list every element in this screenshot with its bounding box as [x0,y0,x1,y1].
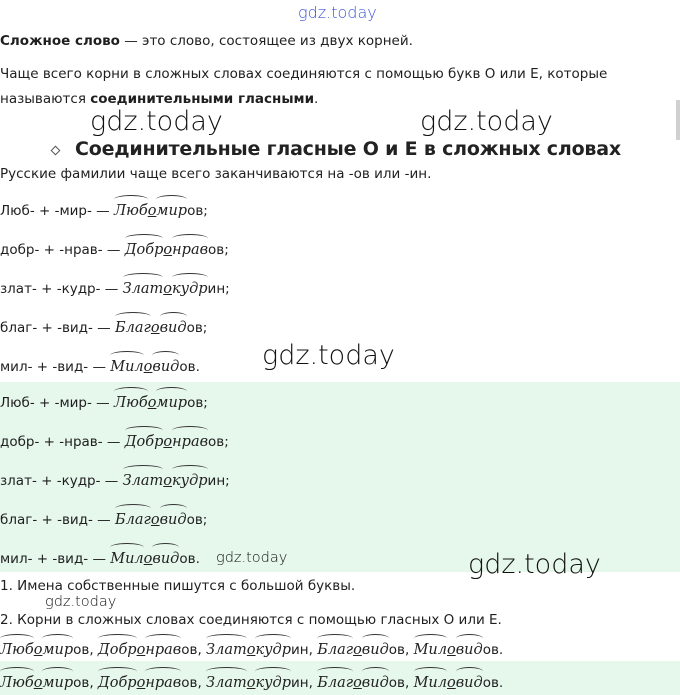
compound-word [114,395,187,411]
watermark-2: gdz.today [420,106,553,137]
compound-word [0,642,73,658]
root-arc-mark [145,667,181,676]
root-arc-mark [115,504,151,513]
root-parts: Люб- + -мир- — [0,395,114,411]
connecting-vowel: о [143,551,153,567]
compound-word [110,551,179,567]
root-1: Мил [414,675,447,691]
definition-text: — это слово, состоящее из двух корней. [119,33,413,49]
root-arc-mark [206,667,247,676]
root-arc-mark [123,465,164,474]
connecting-vowel: о [353,675,362,691]
root-arc-mark [156,195,187,204]
suffix-ending: ов; [208,242,229,258]
connecting-vowel: о [147,395,157,411]
suffix-ending: ов, [73,675,98,691]
definition-term: Сложное слово [0,33,120,49]
formation-row [0,203,208,219]
root-1: Благ [317,675,353,691]
root-parts: Люб- + -мир- — [0,203,114,219]
surnames-note: Русские фамилии чаще всего заканчиваются на -ов или -ин. [0,166,432,182]
root-1: Благ [115,512,151,528]
root-arc-mark [0,667,34,676]
suffix-ending: ов, [388,675,414,691]
compound-word [206,675,291,691]
root-arc-mark [172,465,208,474]
root-2: мир [156,203,187,219]
root-arc-mark [456,634,483,643]
formation-row [0,242,229,258]
formation-row [0,512,207,528]
root-arc-mark [414,634,447,643]
root-2: нрав [172,242,208,258]
root-1: Люб [0,675,34,691]
root-arc-mark [145,634,181,643]
root-arc-mark [152,543,179,552]
compound-word [317,675,389,691]
connecting-vowel: о [33,642,43,658]
root-arc-mark [255,634,291,643]
definition-line [0,33,413,49]
root-1: Мил [414,642,447,658]
root-parts: злат- + -кудр- — [0,473,123,489]
root-1: Люб [114,395,148,411]
formation-row [0,281,230,297]
root-parts: благ- + -вид- — [0,512,115,528]
section-heading: Соединительные гласные О и Е в сложных словах [75,138,621,160]
scrollbar-edge [676,100,680,140]
root-2: нрав [172,434,208,450]
compound-word [125,434,208,450]
connecting-vowel: о [143,359,153,375]
compound-word [123,473,208,489]
root-2: вид [456,675,483,691]
suffix-ending: ов. [179,359,200,375]
root-arc-mark [172,234,208,243]
compound-word [115,320,187,336]
suffix-ending: ов, [73,642,98,658]
root-arc-mark [98,634,137,643]
root-arc-mark [317,634,353,643]
compound-word [414,675,483,691]
root-1: Люб [0,642,34,658]
root-1: Злат [206,642,247,658]
compound-word [206,642,291,658]
connecting-vowel: о [353,642,362,658]
para2-line2 [0,91,318,107]
root-arc-mark [160,312,187,321]
suffix-ending: ов; [186,320,208,336]
root-arc-mark [172,426,208,435]
root-2: вид [160,512,187,528]
root-2: вид [456,642,483,658]
root-1: Благ [115,320,151,336]
root-2: вид [152,551,179,567]
suffix-ending: ин; [207,281,230,297]
root-1: Добр [98,642,137,658]
root-2: нрав [145,675,181,691]
suffix-ending: ин, [291,642,318,658]
root-arc-mark [156,387,187,396]
diamond-bullet-icon [51,146,61,156]
root-arc-mark [0,634,34,643]
root-arc-mark [114,387,148,396]
connecting-vowel: о [33,675,43,691]
compound-word [110,359,179,375]
suffix-ending: ов. [179,551,200,567]
root-arc-mark [317,667,353,676]
formation-row [0,395,208,411]
connecting-vowel: о [163,281,172,297]
root-parts: мил- + -вид- — [0,359,111,375]
root-1: Добр [125,242,164,258]
root-parts: благ- + -вид- — [0,320,115,336]
root-2: вид [152,359,179,375]
connecting-vowel: о [150,512,160,528]
suffix-ending: ов. [482,675,504,691]
root-2: вид [160,320,187,336]
para2-line1: Чаще всего корни в сложных словах соединяются с помощью букв О или Е, которые [0,66,608,82]
root-2: кудр [172,473,208,489]
root-1: Злат [123,473,164,489]
root-arc-mark [125,426,164,435]
suffix-ending: ин; [207,473,230,489]
connecting-vowel: о [136,675,146,691]
compound-word [414,642,483,658]
suffix-ending: ов. [482,642,504,658]
suffix-ending: ов; [187,395,208,411]
root-2: мир [42,642,73,658]
suffix-ending: ов; [187,203,208,219]
root-2: нрав [145,642,181,658]
root-1: Мил [110,551,143,567]
watermark-5: gdz.today [468,549,601,580]
summary-line-1 [0,642,503,658]
compound-word [125,242,208,258]
root-arc-mark [42,634,73,643]
root-parts: добр- + -нрав- — [0,434,125,450]
suffix-ending: ов; [186,512,208,528]
root-arc-mark [98,667,137,676]
connecting-vowel: о [163,242,173,258]
connecting-vowel: о [246,675,256,691]
root-arc-mark [160,504,187,513]
suffix-ending: ин, [291,675,318,691]
connecting-vowel: о [163,434,173,450]
formation-row [0,320,207,336]
watermark-1: gdz.today [90,106,223,137]
suffix-ending: ов, [388,642,414,658]
compound-word [317,642,389,658]
root-arc-mark [206,634,247,643]
root-2: кудр [172,281,208,297]
watermark-3: gdz.today [262,340,395,371]
root-parts: мил- + -вид- — [0,551,111,567]
formation-row [0,434,229,450]
root-arc-mark [172,273,208,282]
root-arc-mark [115,312,151,321]
root-arc-mark [123,273,164,282]
watermark-4: gdz.today [216,550,288,566]
root-arc-mark [255,667,291,676]
para2-end: . [314,91,319,107]
connecting-vowel: о [150,320,160,336]
compound-word [123,281,208,297]
root-arc-mark [110,351,143,360]
root-2: кудр [255,642,291,658]
root-arc-mark [114,195,148,204]
root-1: Благ [317,642,353,658]
connecting-vowel: о [246,642,256,658]
root-1: Добр [98,675,137,691]
compound-word [115,512,187,528]
root-arc-mark [362,634,389,643]
suffix-ending: ов, [181,675,207,691]
root-1: Злат [206,675,247,691]
watermark-6: gdz.today [45,594,117,610]
root-2: мир [42,675,73,691]
compound-word [98,642,181,658]
root-1: Люб [114,203,148,219]
root-parts: злат- + -кудр- — [0,281,123,297]
root-arc-mark [456,667,483,676]
connecting-vowel: о [147,203,157,219]
root-2: вид [362,642,389,658]
formation-row [0,473,230,489]
formation-row [0,359,200,375]
root-parts: добр- + -нрав- — [0,242,125,258]
compound-word [98,675,181,691]
suffix-ending: ов, [181,642,207,658]
connecting-vowel: о [163,473,172,489]
root-2: мир [156,395,187,411]
root-arc-mark [152,351,179,360]
root-arc-mark [42,667,73,676]
root-1: Злат [123,281,164,297]
summary-line-2 [0,675,503,691]
root-2: вид [362,675,389,691]
connecting-vowel: о [136,642,146,658]
root-arc-mark [414,667,447,676]
root-arc-mark [125,234,164,243]
root-arc-mark [110,543,143,552]
para2-bold: соединительными гласными [90,91,315,107]
conclusion-2: 2. Корни в сложных словах соединяются с помощью гласных О или Е. [0,612,502,628]
compound-word [0,675,73,691]
root-2: кудр [255,675,291,691]
formation-row [0,551,200,567]
root-1: Добр [125,434,164,450]
connecting-vowel: о [447,642,456,658]
root-1: Мил [110,359,143,375]
para2-prefix: называются [0,91,91,107]
conclusion-1: 1. Имена собственные пишутся с большой буквы. [0,578,356,594]
suffix-ending: ов; [208,434,229,450]
watermark-top: gdz.today [298,3,377,22]
compound-word [114,203,187,219]
root-arc-mark [362,667,389,676]
connecting-vowel: о [447,675,456,691]
